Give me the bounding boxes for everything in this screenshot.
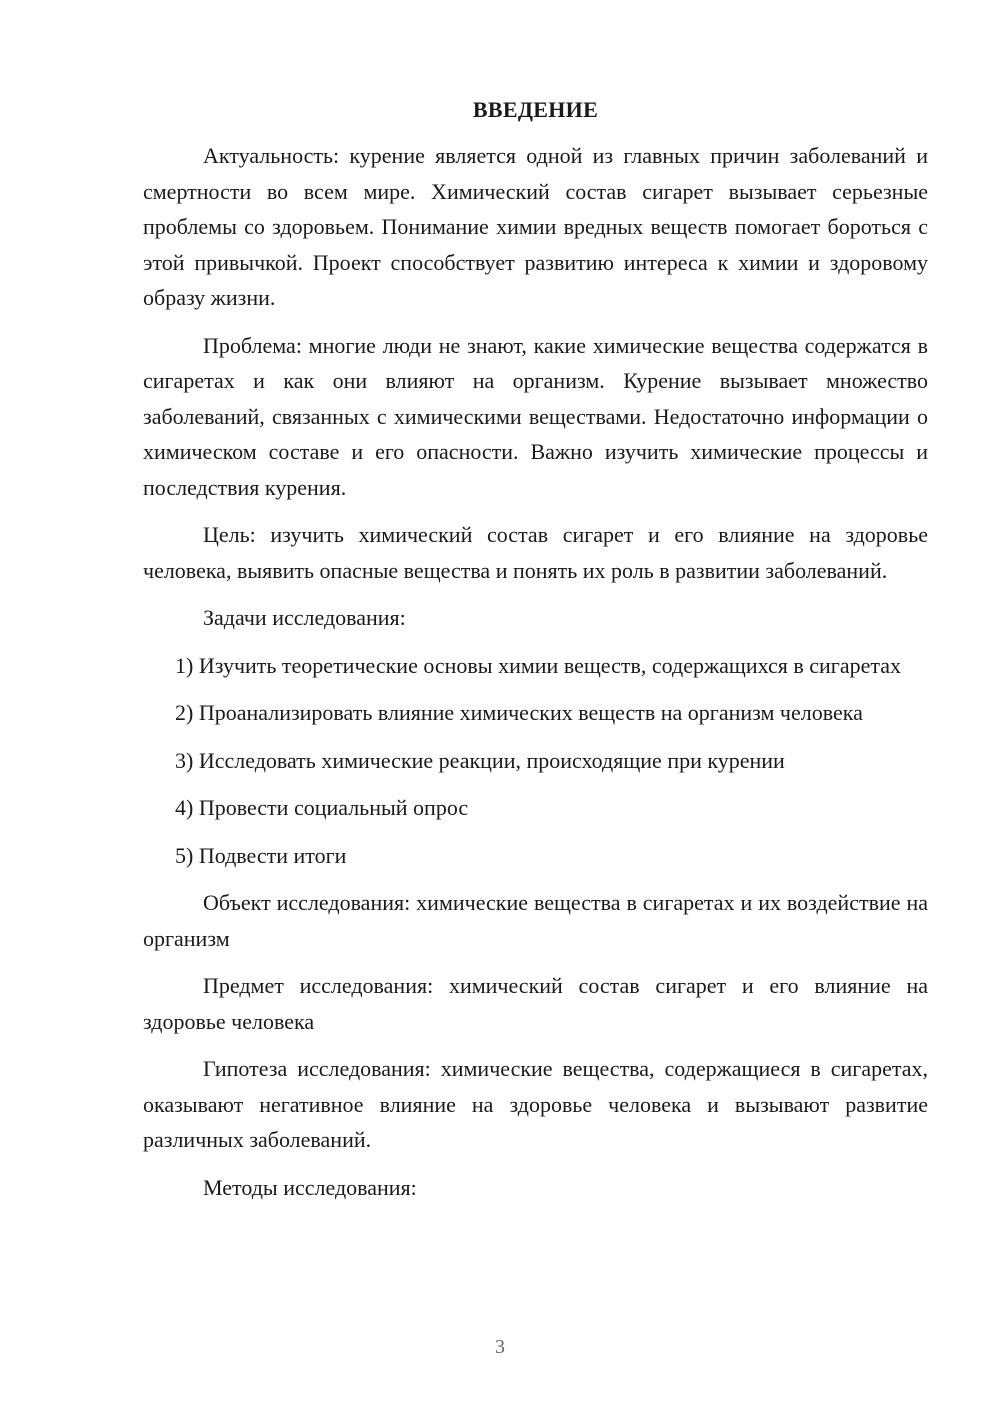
methods-heading: Методы исследования: [203, 1174, 417, 1200]
task-item: 5) Подвести итоги [175, 842, 347, 868]
subject-paragraph: Предмет исследования: химический состав сигарет и его влияние на здоровье человека [143, 973, 928, 1034]
task-item: 1) Изучить теоретические основы химии веществ, содержащихся в сигаретах [175, 652, 902, 678]
relevance-paragraph: Актуальность: курение является одной из главных причин заболеваний и смертности во всем мире. Химический состав сигарет вызывает серьезные проблемы со здоровьем. Понимание химии вредных веществ помогает бороться с этой привычкой. Проект способствует развитию интереса к химии и здоровому образу жизни. [143, 143, 928, 310]
page-title: ВВЕДЕНИЕ [472, 97, 599, 122]
page-content [143, 92, 928, 1217]
page-number: 3 [495, 1336, 505, 1358]
goal-paragraph: Цель: изучить химический состав сигарет и его влияние на здоровье человека, выявить опасные вещества и понять их роль в развитии заболеваний. [143, 522, 928, 583]
tasks-heading: Задачи исследования: [203, 605, 406, 630]
task-item: 2) Проанализировать влияние химических веществ на организм человека [175, 700, 863, 725]
object-paragraph: Объект исследования: химические вещества в сигаретах и их воздействие на организм [143, 890, 928, 951]
problem-paragraph: Проблема: многие люди не знают, какие химические вещества содержатся в сигаретах и как они влияют на организм. Курение вызывает множество заболеваний, связанных с химическими веществами. Недостаточно информации о химическом составе и его опасности. Важно изучить химические процессы и последствия курения. [143, 332, 928, 500]
hypothesis-paragraph: Гипотеза исследования: химические вещества, содержащиеся в сигаретах, оказывают негативное влияние на здоровье человека и вызывают развитие различных заболеваний. [143, 1056, 928, 1152]
task-item: 3) Исследовать химические реакции, происходящие при курении [175, 747, 785, 773]
task-item: 4) Провести социальный опрос [175, 795, 469, 820]
